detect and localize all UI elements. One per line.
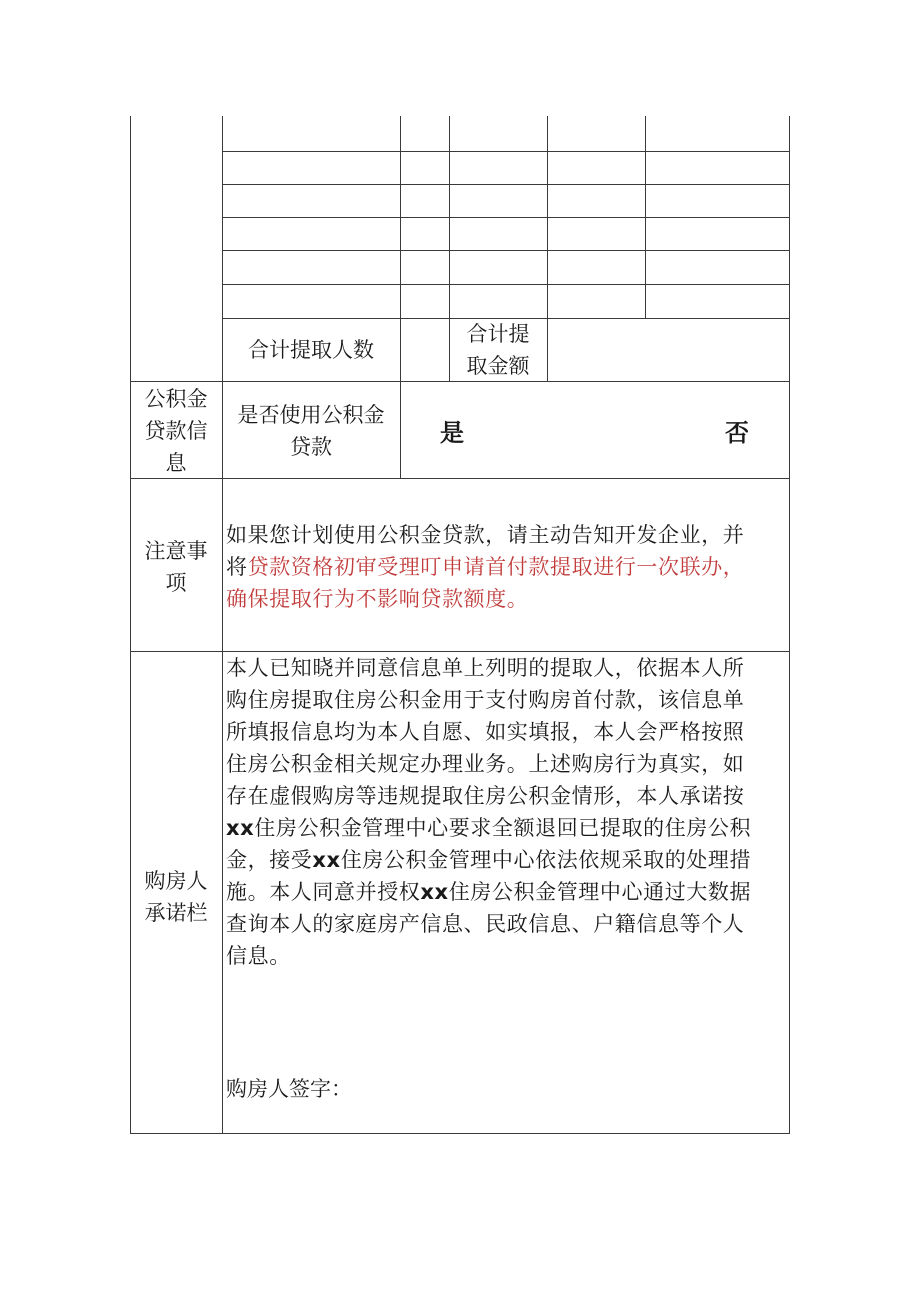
total-people-label: 合计提取人数	[248, 338, 374, 362]
signature-field[interactable]	[360, 1068, 780, 1112]
table-border-bottom	[130, 1133, 790, 1134]
commitment-text: 本人已知晓并同意信息单上列明的提取人，依据本人所 购住房提取住房公积金用于支付购房首付款，该信息单 所填报信息均为本人自愿、如实填报，本人会严格按照 住房公积金相关规定办理业务。上述购房行为真实，如 存在虚假购房等违规提取住房公积金情形，本人承诺按 xx住房公积金管理中心要求全额退回已提取的住房公积 金，接受xx住房公积金管理中心依法依规采取的处理措 施。本人同意并授权xx住房公积金管理中心通过大数据 查询本人的家庭房产信息、民政信息、户籍信息等个人 信息。	[226, 656, 752, 968]
notice-text: 如果您计划使用公积金贷款，请主动告知开发企业，并 将贷款资格初审受理叮申请首付款提取进行一次联办， 确保提取行为不影响贷款额度。	[226, 519, 786, 615]
loan-divider	[400, 381, 401, 478]
notice-highlight-2: 确保提取行为不影响贷款额度。	[226, 587, 529, 611]
grid-row-line	[222, 250, 789, 251]
total-amount-label: 合计提 取金额	[466, 322, 530, 378]
table-border-left	[130, 116, 131, 1134]
use-loan-question: 是否使用公积金 贷款	[237, 403, 385, 459]
total-people-value-cell[interactable]	[401, 319, 449, 381]
grid-row-line	[222, 184, 789, 185]
total-amount-value-cell[interactable]	[548, 319, 789, 381]
option-no[interactable]: 否	[725, 419, 749, 447]
option-yes[interactable]: 是	[440, 419, 464, 447]
notice-highlight: 贷款资格初审受理叮申请首付款提取进行一次联办，	[247, 555, 745, 579]
loan-section-label: 公积金 贷款信 息	[144, 387, 208, 475]
grid-row-line	[222, 151, 789, 152]
notice-section-label: 注意事 项	[144, 539, 208, 595]
grid-row-line	[222, 284, 789, 285]
section-line-notice-top	[130, 478, 790, 479]
signature-label: 购房人签字：	[226, 1077, 352, 1101]
grid-row-line	[222, 217, 789, 218]
table-border-right	[789, 116, 790, 1134]
commitment-section-label: 购房人 承诺栏	[144, 869, 208, 925]
label-column-divider	[222, 116, 223, 1134]
